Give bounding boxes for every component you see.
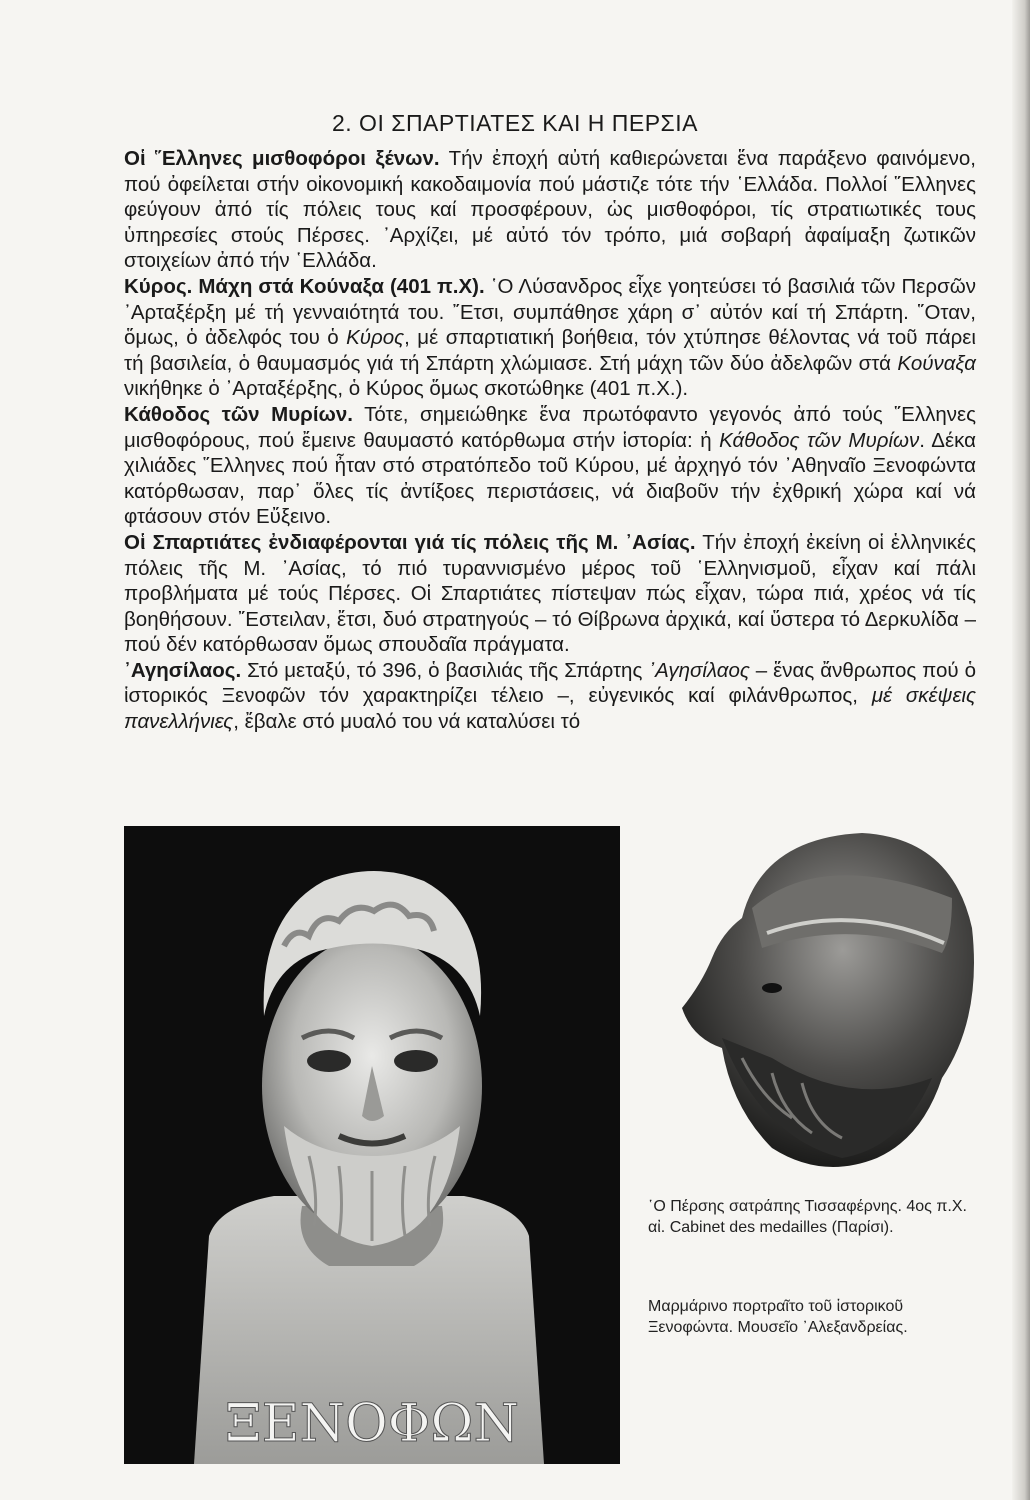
text-asia-minor: Τήν ἐποχή ἐκείνη οἱ ἑλληνικές πόλεις τῆς Μ. ᾿Ασίας, τό πιό τυραννισμένο μέρος τοῦ ῾Ελληνισμοῦ, εἶχαν καί πάλι προβλήματα μέ τούς Πέρσες. Οἱ Σπαρτιάτες πίστεψαν πώς εἶχαν, τώρα πιά, χρέος νά τίς βοηθήσουν. ῎Εστειλαν, ἔτσι, δυό στρατηγούς – τό Θίβρωνα ἀρχικά, καί ὕστερα τό Δερκυλίδα – πού δέν κατόρθωσαν ὅμως σπουδαῖα πράγματα. bbox=[124, 530, 976, 657]
paragraph-ten-thousand bbox=[124, 402, 976, 530]
paragraph-asia-minor bbox=[124, 530, 976, 658]
tissaphernes-head-photo bbox=[652, 808, 982, 1210]
caption-xenophon: Μαρμάρινο πορτραῖτο τοῦ ἱστορικοῦ Ξενοφώντα. Μουσεῖο ᾿Αλεξανδρείας. bbox=[648, 1298, 908, 1336]
italic-cyrus: Κύρος bbox=[346, 326, 405, 350]
caption-tissaphernes: ῾Ο Πέρσης σατράπης Τισσαφέρνης. 4ος π.Χ. αἰ. Cabinet des medailles (Παρίσι). bbox=[648, 1198, 967, 1236]
heading-mercenaries: Οἱ ῞Ελληνες μισθοφόροι ξένων. bbox=[124, 147, 440, 170]
xenophon-bust-illustration bbox=[124, 826, 620, 1464]
article-body bbox=[124, 146, 976, 735]
heading-asia-minor: Οἱ Σπαρτιάτες ἐνδιαφέρονται γιά τίς πόλεις τῆς Μ. ᾿Ασίας. bbox=[124, 530, 696, 554]
page-edge bbox=[1012, 0, 1030, 1500]
heading-ten-thousand: Κάθοδος τῶν Μυρίων. bbox=[124, 402, 353, 426]
paragraph-agesilaus bbox=[124, 658, 976, 735]
xenophon-bust-photo bbox=[124, 826, 620, 1464]
text-agesilaus-a: Στό μεταξύ, τό 396, ὁ βασιλιάς τῆς Σπάρτης bbox=[241, 658, 649, 682]
italic-cunaxa: Κούναξα bbox=[897, 351, 976, 375]
text-cunaxa-a: ῾Ο Λύσανδρος εἶχε γοητεύσει τό βασιλιά τῶν Περσῶν ᾿Αρταξέρξη μέ τή γενναιότητά του. ῎Ετσι, συμπάθησε χάρη σ᾽ αὐτόν καί τή Σπάρτη. ῞Οταν, ὅμως, ὁ ἀδελφός του ὁ bbox=[124, 274, 976, 350]
paragraph-mercenaries bbox=[124, 146, 976, 274]
text-agesilaus-c: , ἔβαλε στό μυαλό του νά καταλύσει τό bbox=[233, 710, 581, 734]
chapter-title: 2. ΟΙ ΣΠΑΡΤΙΑΤΕΣ ΚΑΙ Η ΠΕΡΣΙΑ bbox=[331, 110, 699, 136]
italic-panhellenic: μέ σκέψεις πανελλήνιες bbox=[124, 684, 976, 734]
paragraph-cunaxa bbox=[124, 274, 976, 402]
tissaphernes-head-illustration bbox=[652, 808, 982, 1210]
heading-cunaxa: Κύρος. Μάχη στά Κούναξα (401 π.Χ). bbox=[124, 274, 485, 298]
text-mercenaries: Τήν ἐποχή αὐτή καθιερώνεται ἕνα παράξενο φαινόμενο, πού ὀφείλεται στήν οἰκονομική κακοδαιμονία πού μάστιζε τότε τήν ῾Ελλάδα. Πολλοί ῞Ελληνες φεύγουν ἀπό τίς πόλεις τους καί προσφέρουν, ὡς μισθοφόροι, τίς στρατιωτικές τους ὑπηρεσίες στούς Πέρσες. ᾿Αρχίζει, μέ αὐτό τόν τρόπο, μιά σοβαρή ἀφαίμαξη ζωτικῶν στοιχείων ἀπό τήν ῾Ελλάδα. bbox=[124, 147, 976, 273]
heading-agesilaus: ᾿Αγησίλαος. bbox=[124, 658, 242, 682]
text-cunaxa-b: , μέ σπαρτιατική βοήθεια, τόν χτύπησε θέλοντας νά τοῦ πάρει τή βασιλεία, ὁ θαυμασμός γιά τή Σπάρτη χλώμιασε. Στή μάχη τῶν δύο ἀδελφῶν στά bbox=[124, 326, 976, 375]
text-agesilaus-b: – ἕνας ἄνθρωπος πού ὁ ἱστορικός Ξενοφῶν τόν χαρακτηρίζει τέλειο –, εὐγενικός καί φιλάνθρωπος, bbox=[124, 658, 976, 708]
text-ten-thousand-b: . Δέκα χιλιάδες ῞Ελληνες πού ἦταν στό στρατόπεδο τοῦ Κύρου, μέ ἀρχηγό τόν ᾿Αθηναῖο Ξενοφώντα κατόρθωσαν, παρ᾽ ὅλες τίς ἀντίξοες περιστάσεις, νά διαβοῦν τήν ἐχθρική χώρα καί νά φτάσουν στόν Εὔξεινο. bbox=[124, 428, 976, 529]
italic-anabasis: Κάθοδος τῶν Μυρίων bbox=[719, 428, 920, 452]
italic-agesilaus: ᾿Αγησίλαος bbox=[648, 658, 750, 682]
text-cunaxa-c: νικήθηκε ὁ ᾿Αρταξέρξης, ὁ Κύρος ὅμως σκοτώθηκε (401 π.Χ.). bbox=[124, 377, 689, 401]
bust-inscription: ΞΕΝΟΦΩΝ bbox=[225, 1394, 519, 1454]
text-ten-thousand-a: Τότε, σημειώθηκε ἕνα πρωτόφαντο γεγονός ἀπό τούς ῞Ελληνες μισθοφόρους, πού ἔμεινε θαυμαστό κατόρθωμα στήν ἱστορία: ἡ bbox=[124, 402, 977, 452]
